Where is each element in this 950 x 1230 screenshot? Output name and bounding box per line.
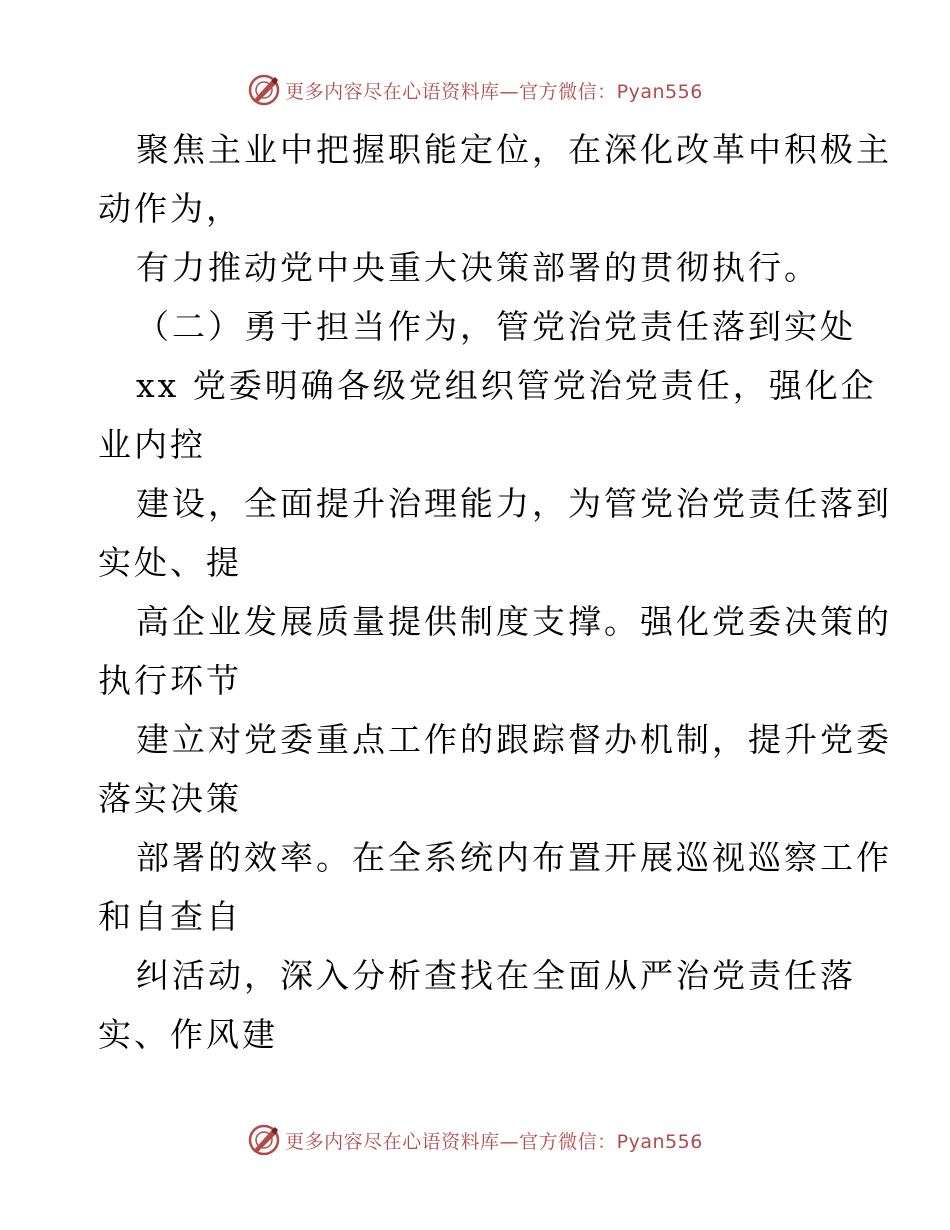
body-line-4: （二）勇于担当作为，管党治党责任落到实处	[136, 307, 856, 346]
body-line-9: 高企业发展质量提供制度支撑。强化党委决策的	[136, 602, 892, 641]
pen-logo-icon	[247, 73, 281, 107]
body-line-14: 和自查自	[98, 897, 242, 936]
body-line-13: 部署的效率。在全系统内布置开展巡视巡察工作	[136, 838, 892, 877]
footer-banner	[0, 1120, 950, 1160]
footer-banner-text: 更多内容尽在心语资料库—官方微信：Pyan556	[285, 1130, 703, 1153]
body-line-6: 业内控	[98, 425, 206, 464]
header-banner-text: 更多内容尽在心语资料库—官方微信：Pyan556	[285, 80, 703, 103]
header-banner	[0, 70, 950, 110]
body-line-12: 落实决策	[98, 779, 242, 818]
body-line-5: xx 党委明确各级党组织管党治党责任，强化企	[136, 366, 877, 405]
body-line-8: 实处、提	[98, 543, 242, 582]
body-line-15: 纠活动，深入分析查找在全面从严治党责任落	[136, 956, 856, 995]
body-line-1: 聚焦主业中把握职能定位，在深化改革中积极主	[136, 130, 892, 169]
document-body	[98, 120, 892, 1064]
body-line-11: 建立对党委重点工作的跟踪督办机制，提升党委	[136, 720, 892, 759]
body-line-16: 实、作风建	[98, 1015, 278, 1054]
pen-logo-icon	[247, 1123, 281, 1157]
body-line-10: 执行环节	[98, 661, 242, 700]
body-line-3: 有力推动党中央重大决策部署的贯彻执行。	[136, 248, 820, 287]
body-line-2: 动作为，	[98, 189, 242, 228]
body-line-7: 建设，全面提升治理能力，为管党治党责任落到	[136, 484, 892, 523]
